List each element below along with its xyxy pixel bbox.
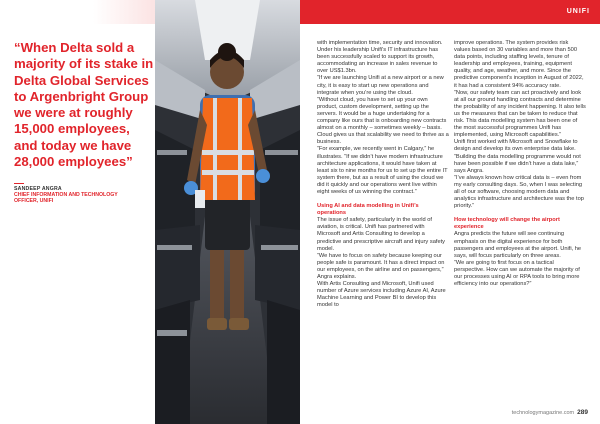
paragraph: “We have to focus on safety because keeping our people safe is paramount. It has a direct impact on our employees, on the airline and on passengers,” Angra explains. [317,252,445,280]
photo-cabin-worker [155,0,300,424]
paragraph: “For example, we recently went in Calgary,” he illustrates. “If we didn’t have modern infrastructure architecture applications, it would have taken at least six to nine months for us to set up the entire IT system there, but as a result of using the cloud we did it quickly and our operations went live within eight weeks of us winning the contract.” [317,146,448,195]
header-fade [0,0,155,24]
paragraph: “If we are launching Unifi at a new airport or a new city, it is easy to start up new operations and integrate when you’re using the cloud. [317,75,444,96]
site-url: technologymagazine.com [511,410,575,416]
text-column-1 [317,40,449,309]
header-bar [300,0,600,24]
paragraph: “I’ve always known how critical data is – even from my early consulting days. So, when I was selecting all of our software, choosing modern data and analytics infrastructure and architecture was the top priority.” [454,174,584,210]
text-column-2 [454,40,586,288]
subheading: Using AI and data modelling in Unifi’s operations [317,203,419,217]
paragraph: “Now, our safety team can act proactively and look at all our ground handling contracts and determine the probability of any incident happening. It also tells us the measures that can be taken to reduce that risk. This data modelling system has been one of the most successful programmes Unifi has implemented, using Microsoft capabilities.” [454,89,586,139]
page-number: 289 [577,409,588,416]
paragraph: The issue of safety, particularly in the world of aviation, is critical. Unifi has partnered with Microsoft and Artis Consulting to develop a predictive and prescriptive aircraft and injury safety model. [317,217,446,252]
subheading: How technology will change the airport experience [454,217,560,231]
paragraph: “Without cloud, you have to set up your own product, custom development, setting up the servers. It would be a huge undertaking for a company like ours that is onboarding new contracts almost on a monthly – sometimes weekly – basis. Cloud gives us that scalability we need to thrive as a business. [317,96,449,146]
attribution-rule [14,183,24,184]
attribution-role: CHIEF INFORMATION AND TECHNOLOGY OFFICER, UNIFI [14,192,118,204]
brand-label: UNIFI [566,8,590,15]
attribution-name: SANDEEP ANGRA [14,186,62,192]
paragraph: with implementation time, security and innovation. Under his leadership Unifi's IT infrastructure has been successfully scaled to support its growth, accommodating an increase in sales revenue to over US$1.3bn. [317,40,443,75]
paragraph: “We are going to first focus on a tactical perspective. How can we automate the majority of our processes using AI or RPA tools to bring more efficiency into our operations?” [454,259,580,288]
paragraph: With Artis Consulting and Microsoft, Unifi used number of Azure services including Azure AI, Azure Machine Learning and Power BI to develop this model to [317,281,446,309]
paragraph: Unifi first worked with Microsoft and Snowflake to design and develop its own enterprise data lake. “Building the data modelling programme would not have been possible if we didn’t have a data lake,” says Angra. [454,139,581,174]
quote-panel [0,0,155,424]
paragraph: improve operations. The system provides risk values based on 30 variables and more than 500 data points, including staffing levels, tenure of leadership and employees, training, equipment quality, and age, weather, and more. Since the predictive component’s inception in August of 2022, it has had a consistent 94% accuracy rate. [454,40,584,89]
pull-quote: “When Delta sold a majority of its stake in Delta Global Services to Argenbright Group we were at roughly 15,000 employees, and today we have 28,000 employees” [14,40,154,170]
page-footer [512,409,588,416]
paragraph: Angra predicts the future will see continuing emphasis on the digital experience for both passengers and employees at the airport. Unifi, he says, will focus particularly on three areas. [454,231,582,259]
